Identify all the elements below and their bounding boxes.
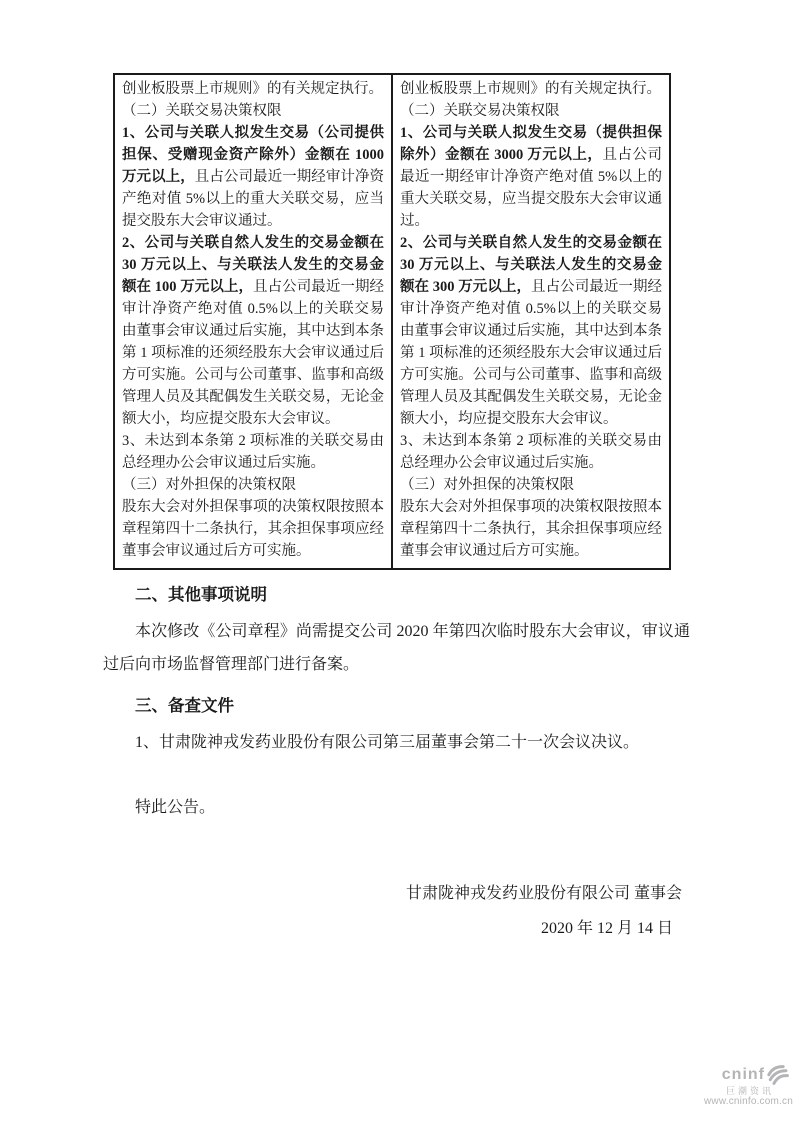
table-paragraph-text: 3、未达到本条第 2 项标准的关联交易由总经理办公会审议通过后实施。 bbox=[122, 433, 384, 471]
cninfo-brand-chinese: 巨潮资讯 bbox=[725, 1086, 774, 1096]
table-paragraph bbox=[122, 474, 384, 496]
table-paragraph bbox=[400, 100, 662, 122]
table-paragraph bbox=[400, 122, 662, 232]
signature-company: 甘肃陇神戎发药业股份有限公司 董事会 bbox=[405, 885, 682, 902]
charter-comparison-table bbox=[113, 73, 671, 570]
documents-item: 1、甘肃陇神戎发药业股份有限公司第三届董事会第二十一次会议决议。 bbox=[135, 734, 640, 751]
closing-statement: 特此公告。 bbox=[135, 799, 216, 816]
table-paragraph-text: 且占公司最近一期经审计净资产绝对值 5%以上的重大关联交易，应当提交股东大会审议通过。 bbox=[400, 147, 662, 229]
table-paragraph bbox=[400, 232, 662, 430]
table-row bbox=[114, 74, 670, 569]
table-paragraph bbox=[400, 496, 662, 562]
table-paragraph-text: 且占公司最近一期经审计净资产绝对值 0.5%以上的关联交易由董事会审议通过后实施，其中达到本条第 1 项标准的还须经股东大会审议通过后方可实施。公司与公司董事、监事和高级管理人员及其配偶发生关联交易，无论金额大小，均应提交股东大会审议。 bbox=[400, 279, 663, 427]
table-paragraph bbox=[122, 496, 384, 562]
table-paragraph-text: 股东大会对外担保事项的决策权限按照本章程第四十二条执行，其余担保事项应经董事会审议通过后方可实施。 bbox=[400, 499, 662, 559]
table-paragraph-text: 创业板股票上市规则》的有关规定执行。 bbox=[122, 81, 383, 97]
table-cell-amended-charter bbox=[392, 74, 670, 569]
cninfo-brand-row bbox=[704, 1064, 790, 1086]
table-paragraph bbox=[122, 122, 384, 232]
table-paragraph-text: （二）关联交易决策权限 bbox=[400, 103, 560, 119]
table-paragraph-text: 股东大会对外担保事项的决策权限按照本章程第四十二条执行，其余担保事项应经董事会审议通过后方可实施。 bbox=[122, 499, 384, 559]
cninfo-url: www.cninfo.com.cn bbox=[704, 1096, 793, 1107]
table-paragraph bbox=[400, 78, 662, 100]
signature-date: 2020 年 12 月 14 日 bbox=[540, 920, 673, 937]
table-paragraph-text: （二）关联交易决策权限 bbox=[122, 103, 282, 119]
section-heading-documents: 三、备查文件 bbox=[135, 696, 234, 715]
table-paragraph bbox=[400, 474, 662, 496]
table-paragraph bbox=[122, 78, 384, 100]
cninfo-swirl-logo-icon bbox=[766, 1064, 790, 1086]
cninfo-brand-text: cninf bbox=[721, 1066, 765, 1083]
table-paragraph bbox=[122, 430, 384, 474]
table-paragraph-text: （三）对外担保的决策权限 bbox=[122, 477, 296, 493]
signature-block bbox=[103, 876, 690, 946]
table-paragraph-text: 且占公司最近一期经审计净资产绝对值 5%以上的重大关联交易，应当提交股东大会审议通过。 bbox=[122, 169, 385, 229]
table-paragraph bbox=[122, 100, 384, 122]
table-paragraph-bold: 1、公司与关联人拟发生交易（提供担保除外）金额在 3000 万元以上， bbox=[400, 125, 662, 163]
section-heading-other-matters: 二、其他事项说明 bbox=[135, 585, 267, 604]
table-paragraph bbox=[400, 430, 662, 474]
table-paragraph-text: 3、未达到本条第 2 项标准的关联交易由总经理办公会审议通过后实施。 bbox=[400, 433, 662, 471]
table-paragraph-text: 且占公司最近一期经审计净资产绝对值 0.5%以上的关联交易由董事会审议通过后实施，其中达到本条第 1 项标准的还须经股东大会审议通过后方可实施。公司与公司董事、监事和高级管理人员及其配偶发生关联交易，无论金额大小，均应提交股东大会审议。 bbox=[122, 279, 385, 427]
table-paragraph-text: 创业板股票上市规则》的有关规定执行。 bbox=[400, 81, 661, 97]
page-content bbox=[103, 0, 690, 946]
cninfo-watermark bbox=[704, 1064, 793, 1107]
table-paragraph-bold: 1、公司与关联人拟发生交易（公司提供担保、受赠现金资产除外）金额在 1000 万元以上， bbox=[122, 125, 384, 185]
table-paragraph-bold: 2、公司与关联自然人发生的交易金额在 30 万元以上、与关联法人发生的交易金额在 300 万元以上， bbox=[400, 235, 662, 295]
table-paragraph-text: （三）对外担保的决策权限 bbox=[400, 477, 574, 493]
other-matters-paragraph: 本次修改《公司章程》尚需提交公司 2020 年第四次临时股东大会审议，审议通过后向市场监督管理部门进行备案。 bbox=[103, 623, 690, 673]
table-paragraph-bold: 2、公司与关联自然人发生的交易金额在 30 万元以上、与关联法人发生的交易金额在 100 万元以上， bbox=[122, 235, 384, 295]
table-paragraph bbox=[122, 232, 384, 430]
table-cell-original-charter bbox=[114, 74, 392, 569]
